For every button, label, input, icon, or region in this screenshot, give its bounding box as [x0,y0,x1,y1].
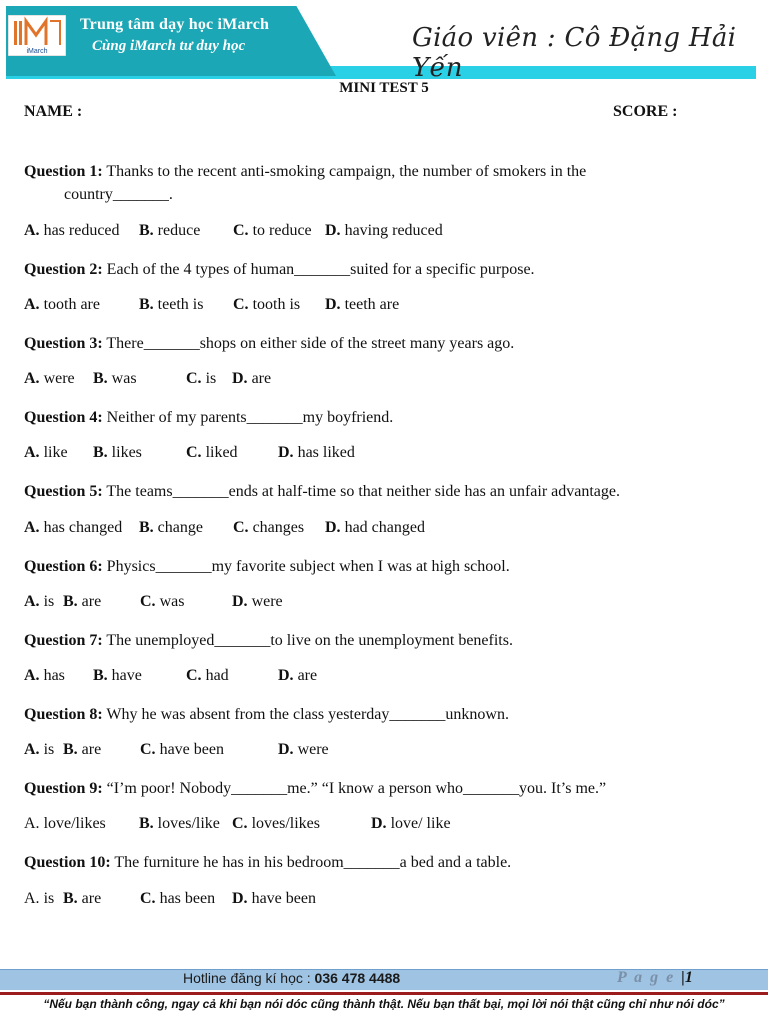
options-10 [24,890,744,912]
option-a[interactable]: A. is [24,593,55,610]
option-c[interactable]: C. had [186,667,229,684]
footer-divider [0,992,768,995]
option-c[interactable]: C. tooth is [233,296,301,313]
question-7: Question 7: The unemployed_______to live on the unemployment benefits. [24,632,513,649]
option-d[interactable]: D. were [232,593,283,610]
option-c[interactable]: C. liked [186,444,238,461]
option-b[interactable]: B. teeth is [139,296,204,313]
svg-text:iMarch: iMarch [26,48,48,55]
option-a[interactable]: A. were [24,370,75,387]
name-label: NAME : [24,103,83,120]
option-d[interactable]: D. has liked [278,444,355,461]
option-b[interactable]: B. are [63,890,102,907]
hotline [183,970,400,986]
question-label: Question 1: [24,163,103,180]
options-8 [24,741,744,763]
option-c[interactable]: C. has been [140,890,216,907]
option-c[interactable]: C. to reduce [233,222,312,239]
option-b[interactable]: B. was [93,370,137,387]
option-a[interactable]: A. like [24,444,68,461]
question-9: Question 9: “I’m poor! Nobody_______me.” “I know a person who_______you. It’s me.” [24,780,607,797]
options-4 [24,444,744,466]
options-1 [24,222,744,244]
option-a[interactable]: A. has changed [24,519,123,536]
option-c[interactable]: C. loves/likes [232,815,320,832]
option-b[interactable]: B. loves/like [139,815,220,832]
option-b[interactable]: B. reduce [139,222,201,239]
option-b[interactable]: B. are [63,593,102,610]
option-d[interactable]: D. are [232,370,272,387]
center-name: Trung tâm dạy học iMarch [80,16,270,33]
question-text-continued: country_______. [64,186,173,203]
question-4: Question 4: Neither of my parents_______my boyfriend. [24,409,394,426]
options-5 [24,519,744,541]
option-a[interactable]: A. has reduced [24,222,120,239]
page-title: MINI TEST 5 [339,80,429,96]
option-d[interactable]: D. love/ like [371,815,451,832]
hotline-label: Hotline đăng kí học : [183,970,311,986]
option-d[interactable]: D. were [278,741,329,758]
options-7 [24,667,744,689]
options-9 [24,815,744,837]
imarch-logo-icon [8,15,66,56]
question-2: Question 2: Each of the 4 types of human_______suited for a specific purpose. [24,261,535,278]
option-c[interactable]: C. have been [140,741,224,758]
option-c[interactable]: C. was [140,593,185,610]
option-a[interactable]: A. tooth are [24,296,100,313]
option-b[interactable]: B. have [93,667,142,684]
option-d[interactable]: D. have been [232,890,316,907]
option-b[interactable]: B. likes [93,444,142,461]
hotline-number[interactable]: 036 478 4488 [314,970,401,986]
teacher-name: Giáo viên : Cô Đặng Hải Yến [412,23,737,83]
question-6: Question 6: Physics_______my favorite subject when I was at high school. [24,558,510,575]
option-b[interactable]: B. are [63,741,102,758]
option-a[interactable]: A. love/likes [24,815,106,832]
question-5: Question 5: The teams_______ends at half-time so that neither side has an unfair advantage. [24,483,620,500]
option-d[interactable]: D. having reduced [325,222,443,239]
option-a[interactable]: A. is [24,741,55,758]
question-1 [24,160,724,206]
option-a[interactable]: A. has [24,667,65,684]
options-3 [24,370,744,392]
option-d[interactable]: D. teeth are [325,296,400,313]
center-slogan: Cùng iMarch tư duy học [92,38,246,54]
options-6 [24,593,744,615]
options-2 [24,296,744,318]
question-8: Question 8: Why he was absent from the class yesterday_______unknown. [24,706,509,723]
option-d[interactable]: D. had changed [325,519,425,536]
option-d[interactable]: D. are [278,667,318,684]
footer-quote: “Nếu bạn thành công, ngay cả khi bạn nói dóc cũng thành thật. Nếu bạn thất bại, mọi lời nói thật cũng chỉ như nói dóc” [43,997,725,1011]
page-number: P a g e |1 [617,969,693,986]
option-a[interactable]: A. is [24,890,55,907]
question-text: Thanks to the recent anti-smoking campaign, the number of smokers in the [106,163,587,180]
question-3: Question 3: There_______shops on either side of the street many years ago. [24,335,515,352]
question-10: Question 10: The furniture he has in his bedroom_______a bed and a table. [24,854,512,871]
option-c[interactable]: C. changes [233,519,305,536]
option-c[interactable]: C. is [186,370,217,387]
option-b[interactable]: B. change [139,519,203,536]
score-label: SCORE : [613,103,678,120]
